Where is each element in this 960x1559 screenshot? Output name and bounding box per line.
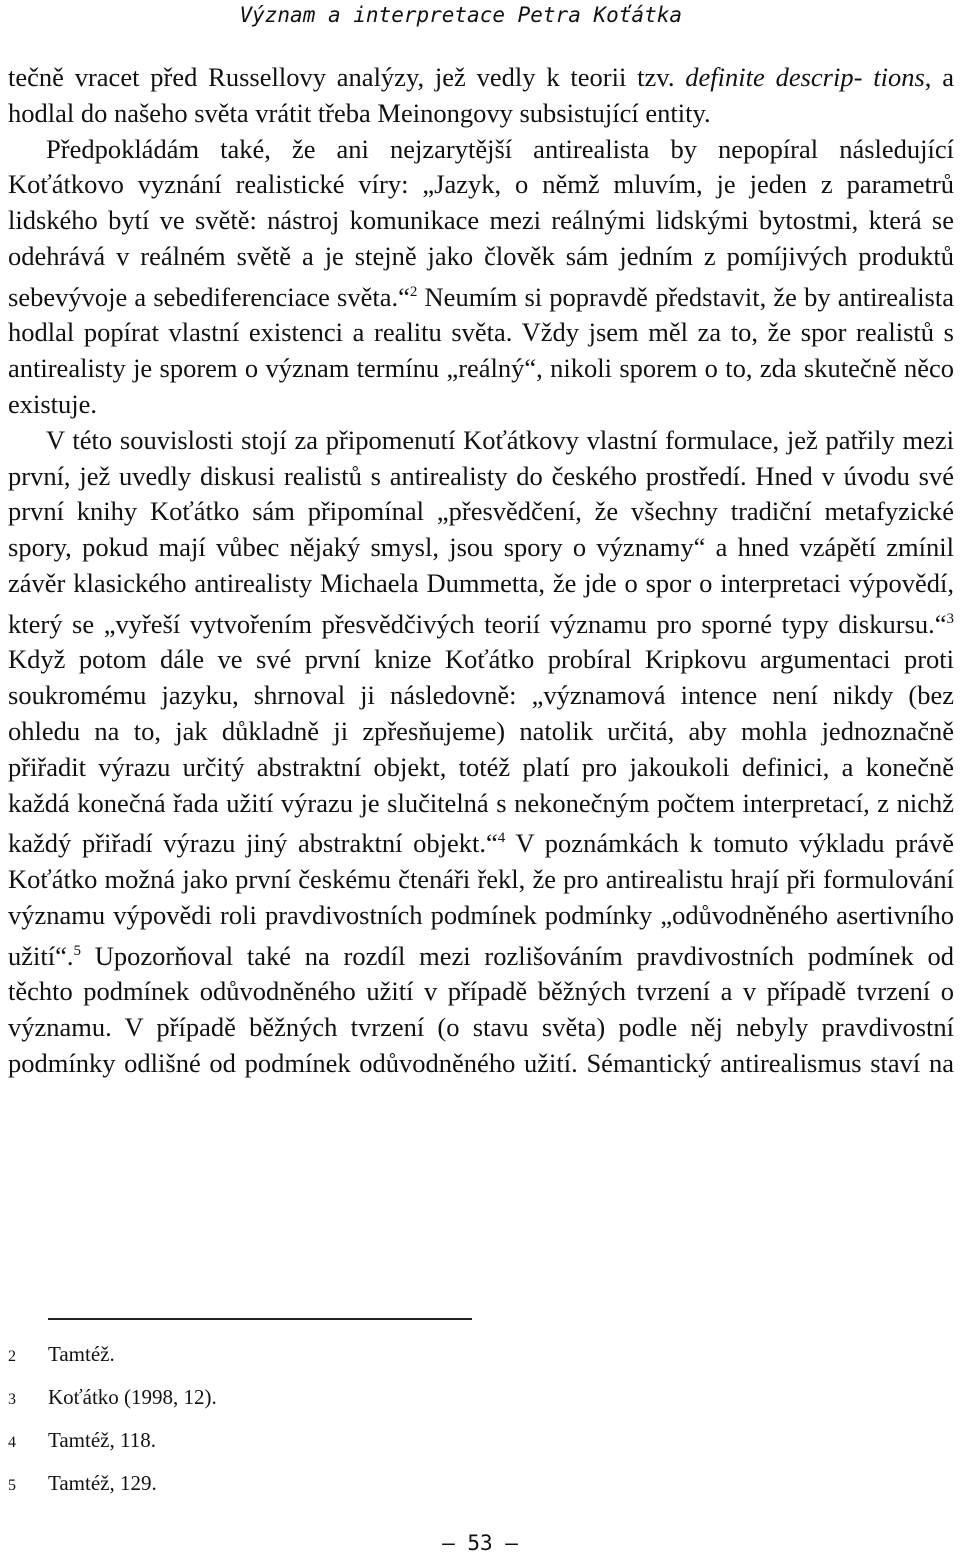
footnote-text: Tamtéž, 129.: [48, 1471, 157, 1495]
running-head: [0, 2, 960, 28]
paragraph-1: [8, 60, 954, 132]
paragraph-3-text-after-3: Upozorňoval také na rozdíl mezi rozlišováním pravdivostních podmínek od těchto podmínek odůvodněného užití v případě běžných tvrzení a v případě tvrzení o významu. V případě běžných tvrzení (o stavu světa) podle něj nebyly pravdivostní podmínky odlišné od podmínek odůvodněného užití. Sémantický antirealismus staví na: [8, 940, 954, 1078]
paragraph-1-italic-1: definite descrip-: [685, 62, 863, 92]
footnote-text: Tamtéž.: [48, 1342, 115, 1366]
footnote-number: 5: [8, 1477, 16, 1494]
footnote-item: [8, 1463, 608, 1506]
page-number: – 53 –: [442, 1531, 518, 1555]
footnote-text: Tamtéž, 118.: [48, 1428, 156, 1452]
paragraph-2: [8, 132, 954, 423]
footnote-item: [8, 1377, 608, 1420]
footnotes: [8, 1334, 608, 1506]
paragraph-2-text: Předpokládám také, že ani nejzarytější antirealista by nepopíral následující Koťátkovo vyznání realistické víry: „Jazyk, o němž mluvím, je jeden z parametrů lidského bytí ve světě: nástroj komunikace mezi reálnými lidskými bytostmi, která se odehrává v reálném světě a je stejně jako člověk sám jedním z pomíjivých produktů sebevývoje a sebediferenciace světa.“: [8, 133, 954, 312]
paragraph-2-text-after: Neumím si popravdě představit, že by antirealista hodlal popírat vlastní existenci a realitu světa. Vždy jsem měl za to, že spor realistů s antirealisty je sporem o význam termínu „reálný“, nikoli sporem o to, zda skutečně něco existuje.: [8, 281, 954, 419]
footnote-number: 4: [8, 1434, 16, 1451]
paragraph-3-text-after-2: V poznámkách k tomuto výkladu právě Koťátko možná jako první českému čtenáři řekl, že pro antirealistu hrají při formulování významu výpovědi roli pravdivostních podmínek podmínky „odůvodněného asertivního užití“.: [8, 828, 954, 971]
footnote-ref-5: 5: [73, 942, 81, 959]
footnote-item: [8, 1334, 608, 1377]
paragraph-1-part-2: , a hodlal do našeho světa vrátit třeba Meinongovy subsistující entity.: [8, 62, 955, 128]
footnote-number: 2: [8, 1348, 16, 1365]
body-text: [8, 60, 954, 1082]
paragraph-3: [8, 423, 954, 1082]
paragraph-1-part-1: tečně vracet před Russellovy analýzy, jež vedly k teorii tzv.: [8, 62, 686, 92]
footnote-ref-3: 3: [946, 610, 954, 627]
paragraph-3-text-after: Když potom dále ve své první knize Koťátko probíral Kripkovu argumentaci proti soukromému jazyku, shrnoval ji následovně: „významová intence není nikdy (bez ohledu na to, jak důkladně ji zpřesňujeme) natolik určitá, aby mohla jednoznačně přiřadit výrazu určitý abstraktní objekt, totéž platí pro jakoukoli definici, a konečně každá konečná řada užití výrazu je slučitelná s nekonečným počtem interpretací, z nichž každý přiřadí výrazu jiný abstraktní objekt.“: [8, 644, 954, 859]
footnote-separator: [48, 1318, 472, 1320]
footnote-item: [8, 1420, 608, 1463]
footnote-text: Koťátko (1998, 12).: [48, 1385, 217, 1409]
footnote-number: 3: [8, 1391, 16, 1408]
paragraph-1-italic-2: tions: [873, 62, 925, 92]
footnote-ref-2: 2: [409, 283, 418, 300]
running-head-title: Význam a interpretace Petra Koťátka: [239, 3, 682, 27]
paragraph-3-text: V této souvislosti stojí za připomenutí Koťátkovy vlastní formulace, jež patřily mezi první, jež uvedly diskusi realistů s antirealisty do českého prostředí. Hned v úvodu své první knihy Koťátko sám připomínal „přesvědčení, že všechny tradiční metafyzické spory, pokud mají vůbec nějaký smysl, jsou spory o významy“ a hned vzápětí zmínil závěr klasického antirealisty Michaela Dummetta, že jde o spor o interpretaci výpovědí, který se „vyřeší vytvořením přesvědčivých teorií významu pro sporné typy diskursu.“: [8, 424, 954, 639]
footnote-ref-4: 4: [497, 830, 506, 847]
